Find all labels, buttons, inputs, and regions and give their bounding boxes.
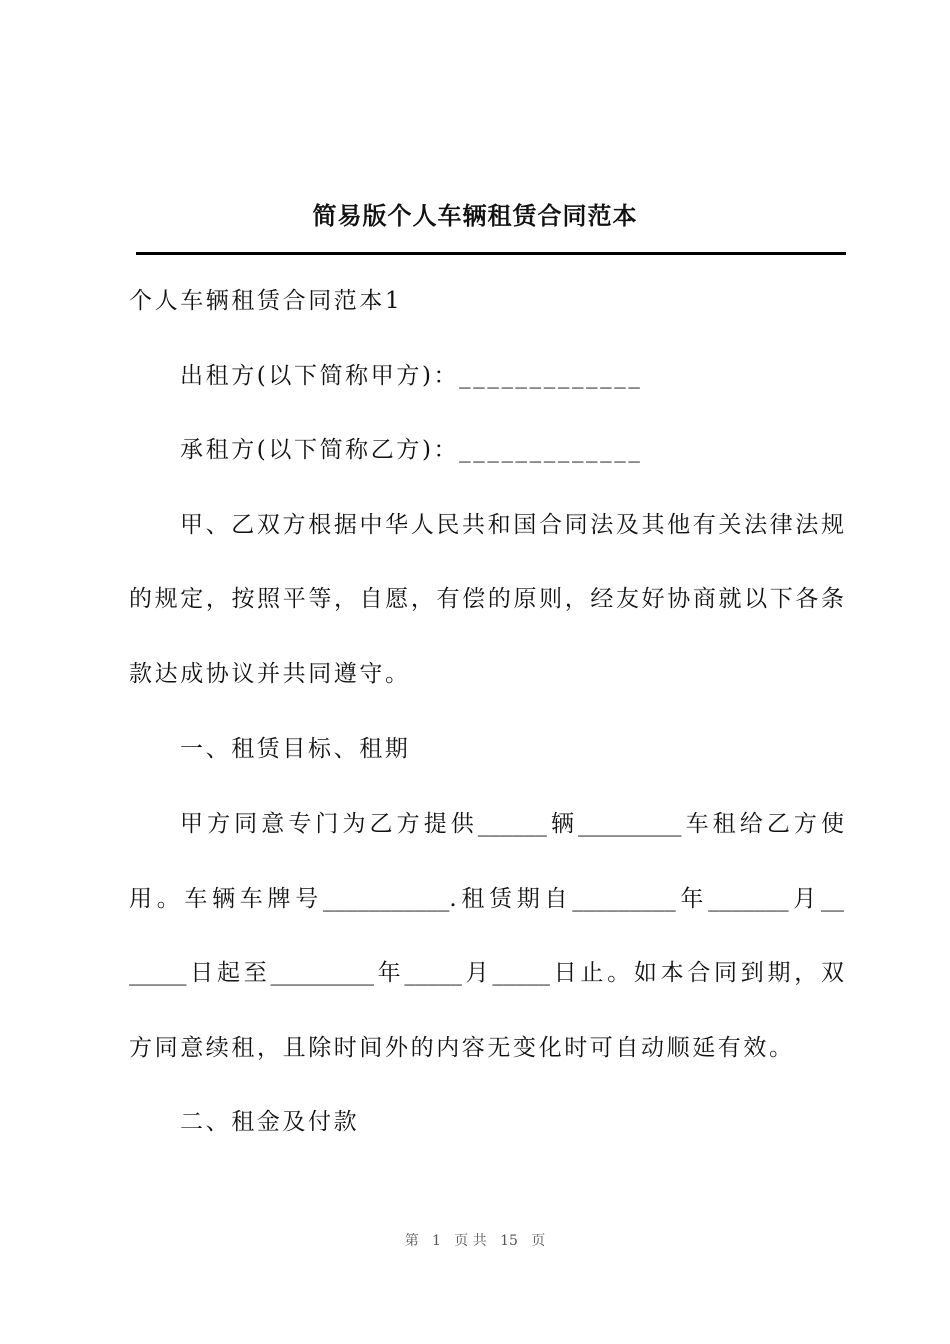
lessee-field: 承租方(以下简称乙方)：_____________: [180, 437, 643, 463]
section-heading: 一、租赁目标、租期: [180, 736, 411, 762]
section-heading: 二、租金及付款: [180, 1109, 360, 1135]
lessor-field: 出租方(以下简称甲方)：_____________: [180, 363, 643, 389]
paragraph-line: 的规定，按照平等，自愿，有偿的原则，经友好协商就以下各条: [129, 586, 844, 612]
document-title: 简易版个人车辆租赁合同范本: [312, 201, 638, 230]
paragraph-line: 方同意续租，且除时间外的内容无变化时可自动顺延有效。: [129, 1035, 795, 1061]
paragraph-line: 用。车辆车牌号___________.租赁期自_________年_______月__: [129, 886, 844, 912]
paragraph-line: 甲、乙双方根据中华人民共和国合同法及其他有关法律法规: [180, 512, 844, 538]
paragraph-line: 款达成协议并共同遵守。: [129, 661, 411, 687]
paragraph-line: _____日起至_________年_____月_____日止。如本合同到期，双: [129, 960, 844, 986]
paragraph-line: 甲方同意专门为乙方提供______辆_________车租给乙方使: [180, 811, 844, 837]
contract-subtitle: 个人车辆租赁合同范本1: [129, 288, 403, 314]
title-divider: [136, 252, 846, 255]
page-number: 第 1 页 共 15 页: [404, 1233, 546, 1249]
